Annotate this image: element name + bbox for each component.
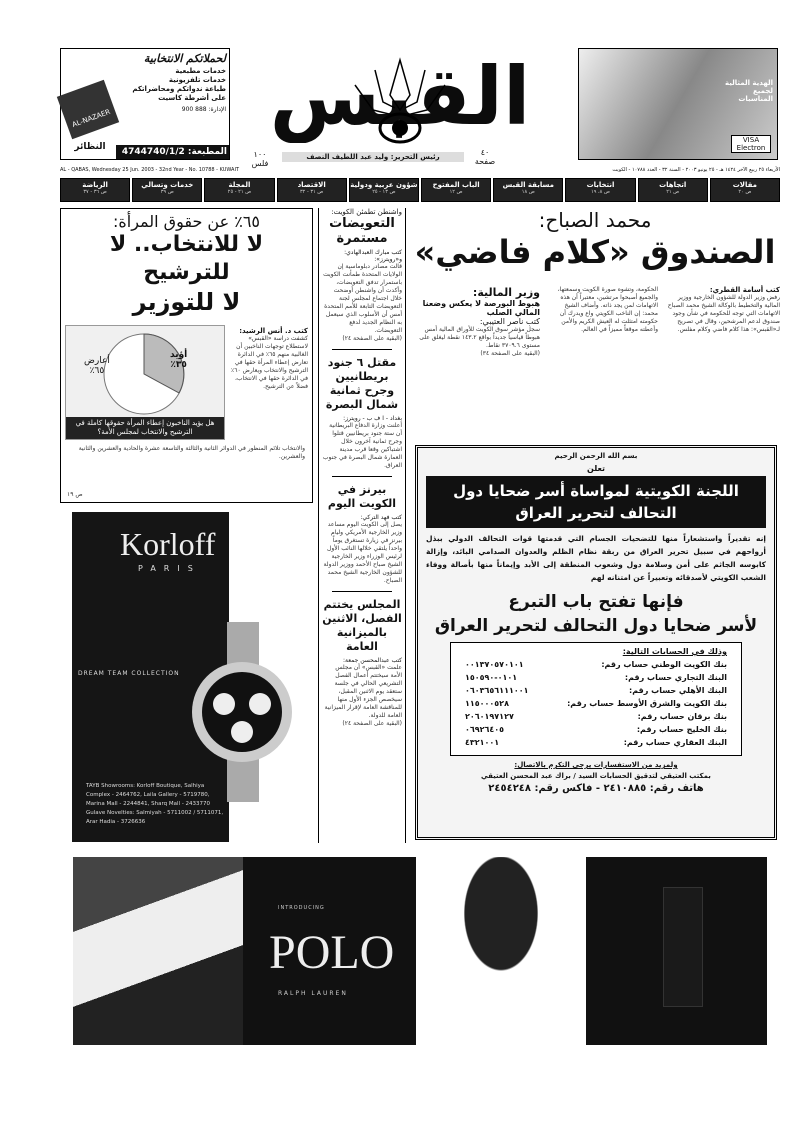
- showrooms: TAYB Showrooms: Korloff Boutique, Salhiya Complex - 2464762, Laila Gallery - 5719780, Marina Mall - 2244841, Sharq Mall - 2433770 Gulave Novelties: Salmiyah - 5711002 / 5711071, Arar Hadia - 3726636: [86, 783, 224, 825]
- nazaer-brand: النظائر: [74, 142, 106, 152]
- lead-kicker: محمد الصباح:: [538, 208, 652, 232]
- account-row: بنك الكويت والشرق الأوسط حساب رقم: ١١٥٠٠٠٥٢٨: [465, 699, 727, 708]
- lead-body: رفض وزير الدولة للشؤون الخارجية ووزير المالية والتخطيط بالوكالة الشيخ محمد الصباح الاتهامات التي توجه للحكومة في شأن وجود صندوق لدعم المرشحين، وقال في تصريح لـ«القبس»: هذا كلام فاضي وكلام مفلس.: [667, 294, 780, 333]
- notice-title: اللجنة الكويتية لمواساة أسر ضحايا دول التحالف لتحرير العراق: [426, 476, 766, 528]
- model-image: [416, 857, 586, 1045]
- nav-item[interactable]: المجلة ص ٢١ - ٢٥: [204, 178, 274, 202]
- nav-item[interactable]: الباب المفتوح ص ١٢: [421, 178, 491, 202]
- nazaer-logo: AL-NAZAER: [57, 80, 119, 139]
- account-row: البنك العقاري حساب رقم: ٤٣٢١٠٠١: [465, 738, 727, 747]
- poll-pie-graphic: أعارض ٦٥٪ أؤيد ٣٥٪ هل يؤيد الناخبون إعطاء المرأة حقوقها كاملة في الترشيح والانتخاب لمجلس الأمة؟: [65, 325, 225, 440]
- date-line-ar: الأربعاء ٢٥ ربيع الآخر ١٤٢٤ هـ - ٢٥ يونيو ٢٠٠٣ - السنة ٣٢ - العدد ١٠٧٨٨ - الكويت: [612, 167, 780, 173]
- continued-link[interactable]: (البقية على الصفحة ٢٤): [342, 720, 402, 727]
- ad-item: خدمات تلفزيونية: [168, 76, 226, 84]
- accounts-box: وذلك في الحسابات التالية: بنك الكويت الوطني حساب رقم: ٠٠١٣٧٠٥٧٠١٠١ البنك التجاري حساب رقم: ٠١٠١-١٥٠٥٩٠ البنك الأهلي حساب رقم: ٠٦٠٣٦٥٦١١١٠٠١ بنك الكويت والشرق الأوسط حساب رقم: ١١٥٠٠٠٥٢٨ بنك برقان حساب رقم: ٢٠٦٠١٩٧١٢٧ بنك الخليج حساب رقم: ٠٦٩٢٦٤٠٥ البنك العقاري حساب رقم: ٤٣٢١٠٠١: [450, 642, 742, 756]
- article: مقتل ٦ جنود بريطانيين وجرح ثمانية شمال البصرة بغداد - ا ف ب - رويترز: أعلنت وزارة الدفاع البريطانية أن ستة جنود بريطانيين قتلوا وجرح ثمانية آخرون خلال اشتباكين وقعا قرب مدينة العمارة شمال البصرة في جنوب العراق.: [322, 356, 402, 469]
- nav-item[interactable]: انتخابات ص ٨، ١٩: [565, 178, 635, 202]
- notice-body: إنه تقديراً واستشعاراً منها للتضحيات الجسام التي قدمتها قوات التحالف الدولي ببذل أرواحهم في سبيل تحرير العراق من ربقة نظام الظلم والعدوان الصدامي البائد، وإزالة كابوسه الجاثم على أمن وسلامة دول وشعوب المنطقة إلى الأبد وإيماناً منها بأصالة ووفاء الشعب الكويتي لأصدقائه وتعبيراً عن امتنانه لهم: [426, 534, 766, 582]
- article: واشنطن تطمئن الكويت: التعويضات مستمرة كتب مبارك العبدالهادي: و«رويترز»: قالت مصادر دبلوماسية إن الولايات المتحدة طمأنت الكويت باستمرار تدفق التعويضات، وأكدت أن واشنطن أوضحت خلال اجتماع لمجلس لجنة التعويضات التابعة للأمم المتحدة أمس أن الأسلوب الذي سيعمل به النظام الجديد لدفع التعويضات. (البقية على الصفحة ٢٤): [323, 208, 402, 342]
- lead-body-cont: الحكومة، وتشوه صورة الكويت وسمعتها، والجميع أصبحوا مرتشين، معتبراً أن هذه الاتهامات لمن يجد ذاته. وأضاف الشيخ محمد: إن الناخب الكويتي واع ويدرك أن حكومته امتثلت له العيش الكريم والأمن وأعطته موقعاً مميزاً في العالم.: [557, 286, 658, 333]
- ad-title: لحملاتكم الانتخابية: [143, 52, 226, 65]
- pages-count: ٤٠ صفحة: [474, 148, 496, 166]
- price: ١٠٠ فلس: [251, 150, 269, 168]
- account-row: بنك الكويت الوطني حساب رقم: ٠٠١٣٧٠٥٧٠١٠١: [465, 660, 727, 669]
- masthead-logo: [245, 40, 555, 150]
- lead-headline: الصندوق «كلام فاضي»: [414, 233, 776, 271]
- press-phone: المطبعة: 4744740/1/2: [116, 145, 229, 159]
- account-row: البنك التجاري حساب رقم: ٠١٠١-١٥٠٥٩٠: [465, 673, 727, 682]
- continued-link[interactable]: (البقية على الصفحة ٣٤): [480, 350, 540, 357]
- lead-byline: كتب أسامة القطري:: [709, 286, 780, 294]
- article: بيرنز في الكويت اليوم كتب فهد التركي: يصل إلى الكويت اليوم مساعد وزير الخارجية الأمريكي وليام بيرنز في زيارة تستغرق يوماً واحداً يلتقي خلالها النائب الأول لرئيس الوزراء وزير الخارجية الشيخ صباح الأحمد ووزير الدولة للشؤون الخارجية الشيخ محمد الصباح.: [323, 483, 402, 584]
- perfume-bottle-image: [663, 887, 703, 1007]
- section-nav: [60, 178, 780, 202]
- account-row: بنك برقان حساب رقم: ٢٠٦٠١٩٧١٢٧: [465, 712, 727, 721]
- visa-electron-logo: VISA Electron: [731, 135, 771, 153]
- korloff-ad: Korloff PARIS DREAM TEAM COLLECTION TAYB Showrooms: Korloff Boutique, Salhiya Complex - 2464762, Laila Gallery - 5719780, Marina Mall - 2244841, Sharq Mall - 2433770 Gulave Novelties: Salmiyah - 5711002 / 5711071, Arar Hadia - 3726636: [72, 512, 257, 842]
- nav-item[interactable]: خدمات وتسالي ص ٣٩: [132, 178, 202, 202]
- finance-story: وزير المالية: هبوط البورصة لا يعكس وضعنا المالي الصلب كتب ناصر العتيبي: سجل مؤشر سوق الكويت للأوراق المالية أمس هبوطاً قياسياً جديداً بواقع ١٤٣.٢ نقطة ليغلق على مستوى ٣٧٠٩.٦ نقاط. (البقية على الصفحة ٣٤): [410, 286, 540, 358]
- ad-admin: الإدارة: 888 900: [181, 106, 226, 113]
- ad-item: خدمات مطبعية: [175, 67, 226, 75]
- women-rights-story: ٦٥٪ عن حقوق المرأة: لا للانتخاب.. لا للترشيح لا للتوزير كتب د. أنس الرشيد: كشفت دراسة «القبس» لاستطلاع توجهات الناخبين أن الغالبية منهم ٦٥٪ في الدائرة تعارض إعطاء المرأة حقها في الترشيح والانتخاب ويعارض ٦٠٪ في الدائرة حقها في الانتخاب، فضلاً عن الترشيح. أعارض ٦٥٪ أؤيد ٣٥٪ هل يؤيد الناخبون إعطاء المرأة حقوقها كاملة في الترشيح والانتخاب لمجلس الأمة؟ والانتخاب تلائم المنظور في الدوائر الثانية والثالثة والتاسعة عشرة والحادية والعشرين والثانية والعشرين. ص ١٩: [60, 208, 313, 503]
- page-ref[interactable]: ص ١٩: [67, 491, 83, 498]
- continued-link[interactable]: (البقية على الصفحة ٢٤): [342, 335, 402, 342]
- middle-column: [318, 208, 406, 843]
- polo-ad: INTRODUCING POLO RALPH LAUREN: [73, 857, 767, 1045]
- editor-in-chief: رئيس التحرير: وليد عبد اللطيف النصف: [282, 152, 464, 162]
- nav-item[interactable]: مقالات ص ٢٠: [710, 178, 780, 202]
- gift-text: الهدية المثالية لجميع المناسبات: [725, 79, 773, 103]
- article: المجلس يختتم الفصل، الاثنين بالميزانية العامة كتب عبدالمحسن جمعة: علمت «القبس» أن مجلس الأمة سيختتم أعمال الفصل التشريعي الحالي في جلسة ستعقد يوم الاثنين المقبل، سيخصص الجزء الأول منها للمناقشة العامة لإقرار الميزانية العامة للدولة. (البقية على الصفحة ٢٤): [322, 598, 402, 727]
- sailboat-image: [73, 857, 243, 1045]
- watch-image: [182, 622, 302, 802]
- korloff-logo: Korloff: [120, 526, 216, 562]
- top-left-ad: [60, 48, 230, 160]
- logo-text: القبس: [269, 50, 531, 143]
- nav-item[interactable]: الرياضة ص ٣٦ - ٣٧: [60, 178, 130, 202]
- account-row: بنك الخليج حساب رقم: ٠٦٩٢٦٤٠٥: [465, 725, 727, 734]
- nav-item[interactable]: الاقتصاد ص ٣١ - ٣٢: [277, 178, 347, 202]
- polo-logo: POLO: [269, 926, 395, 979]
- lead-story: [410, 208, 780, 440]
- nav-item[interactable]: شؤون عربية ودولية ص ١٣ - ٢٥: [349, 178, 419, 202]
- top-right-ad: [578, 48, 778, 160]
- nav-item[interactable]: اتجاهات ص ٢١: [638, 178, 708, 202]
- ad-item: طباعة ندواتكم ومحاضراتكم على أشرطة كاسيت: [132, 85, 226, 102]
- date-line-en: AL - QABAS, Wednesday 25 Jun. 2003 - 32nd Year - No. 10788 - KUWAIT: [60, 167, 240, 173]
- account-row: البنك الأهلي حساب رقم: ٠٦٠٣٦٥٦١١١٠٠١: [465, 686, 727, 695]
- nav-item[interactable]: مسابقة القبس ص ١٨: [493, 178, 563, 202]
- donation-notice: بسم الله الرحمن الرحيم تعلن اللجنة الكويتية لمواساة أسر ضحايا دول التحالف لتحرير العراق إنه تقديراً واستشعاراً منها للتضحيات الجسام التي قدمتها قوات التحالف الدولي ببذل أرواحهم في سبيل تحرير العراق من ربقة نظام الظلم والعدوان الصدامي البائد، وإزالة كابوسه الجاثم على أمن وسلامة دول وشعوب المنطقة إلى الأبد وإيماناً منها بأصالة ووفاء الشعب الكويتي لأصدقائه وتعبيراً عن امتنانه لهم فإنها تفتح باب التبرع لأسر ضحايا دول التحالف لتحرير العراق وذلك في الحسابات التالية: بنك الكويت الوطني حساب رقم: ٠٠١٣٧٠٥٧٠١٠١ البنك التجاري حساب رقم: ٠١٠١-١٥٠٥٩٠ البنك الأهلي حساب رقم: ٠٦٠٣٦٥٦١١١٠٠١ بنك الكويت والشرق الأوسط حساب رقم: ١١٥٠٠٠٥٢٨ بنك برقان حساب رقم: ٢٠٦٠١٩٧١٢٧ بنك الخليج حساب رقم: ٠٦٩٢٦٤٠٥ البنك العقاري حساب رقم: ٤٣٢١٠٠١ ولمزيد من الاستفسارات يرجى التكرم بالاتصال: بمكتب العتيقي لتدقيق الحسابات السيد / براك عبد المحسن العتيقي هاتف رقم: ٢٤١٠٨٨٥ - فاكس رقم: ٢٤٥٤٢٤٨: [415, 445, 777, 840]
